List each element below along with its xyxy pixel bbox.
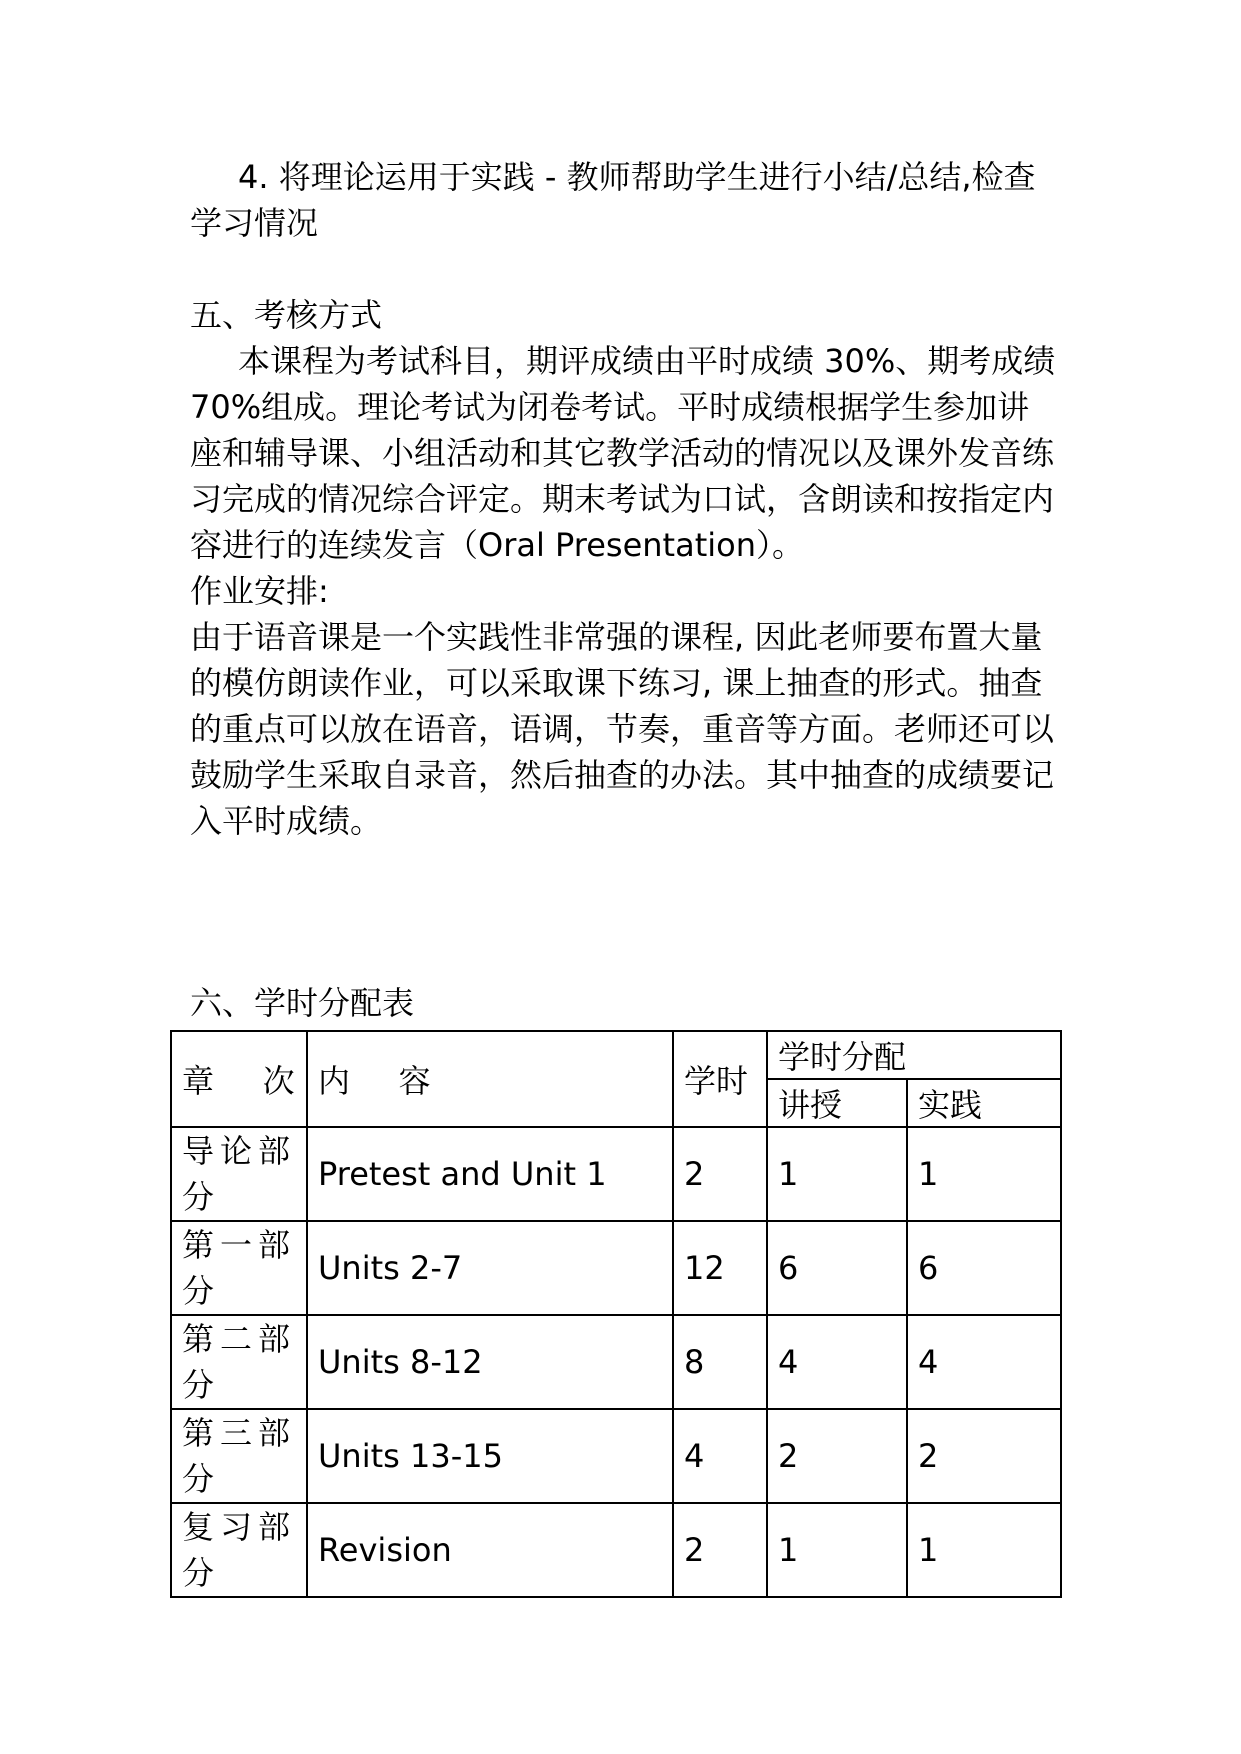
lecture-cell: 6: [767, 1221, 907, 1315]
header-chapter: 章 次: [171, 1031, 307, 1127]
lecture-cell: 1: [767, 1503, 907, 1597]
homework-heading: 作业安排:: [190, 572, 329, 610]
table-row: [171, 1503, 1061, 1597]
homework-paragraph: 由于语音课是一个实践性非常强的课程, 因此老师要布置大量的模仿朗读作业，可以采取课下练习, 课上抽查的形式。抽查的重点可以放在语音，语调，节奏，重音等方面。老师还可以鼓励学生采取自录音，然后抽查的办法。其中抽查的成绩要记入平时成绩。: [190, 618, 1055, 840]
hours-cell: 4: [673, 1409, 767, 1503]
header-content: 内 容: [307, 1031, 673, 1127]
practice-cell: 2: [907, 1409, 1061, 1503]
table-row: [171, 1315, 1061, 1409]
lecture-cell: 2: [767, 1409, 907, 1503]
content-cell: Units 13-15: [307, 1409, 673, 1503]
chapter-cell: 第三部分: [171, 1409, 307, 1503]
teaching-step-4-paragraph: 4. 将理论运用于实践 - 教师帮助学生进行小结/总结,检查学习情况: [190, 158, 1036, 242]
header-allocation: 学时分配: [767, 1031, 1061, 1079]
assessment-paragraph: 本课程为考试科目，期评成绩由平时成绩 30%、期考成绩 70%组成。理论考试为闭卷考试。平时成绩根据学生参加讲座和辅导课、小组活动和其它教学活动的情况以及课外发音练习完成的情况综合评定。期末考试为口试，含朗读和按指定内容进行的连续发言（Oral Presentation）。: [190, 342, 1056, 564]
practice-cell: 1: [907, 1127, 1061, 1221]
header-hours: 学时: [673, 1031, 767, 1127]
practice-cell: 6: [907, 1221, 1061, 1315]
hours-cell: 8: [673, 1315, 767, 1409]
chapter-cell: 复习部分: [171, 1503, 307, 1597]
table-row: [171, 1127, 1061, 1221]
content-cell: Units 2-7: [307, 1221, 673, 1315]
header-practice: 实践: [907, 1079, 1061, 1127]
table-row: [171, 1221, 1061, 1315]
practice-cell: 4: [907, 1315, 1061, 1409]
practice-cell: 1: [907, 1503, 1061, 1597]
hours-cell: 2: [673, 1127, 767, 1221]
content-cell: Revision: [307, 1503, 673, 1597]
lecture-cell: 4: [767, 1315, 907, 1409]
content-cell: Units 8-12: [307, 1315, 673, 1409]
content-cell: Pretest and Unit 1: [307, 1127, 673, 1221]
chapter-cell: 第一部分: [171, 1221, 307, 1315]
chapter-cell: 导论部分: [171, 1127, 307, 1221]
section-5-heading: 五、考核方式: [190, 296, 383, 334]
header-lecture: 讲授: [767, 1079, 907, 1127]
section-6-heading: 六、学时分配表: [190, 984, 415, 1022]
table-header-row: [171, 1031, 1061, 1079]
table-row: [171, 1409, 1061, 1503]
hours-cell: 12: [673, 1221, 767, 1315]
lecture-cell: 1: [767, 1127, 907, 1221]
hours-cell: 2: [673, 1503, 767, 1597]
chapter-cell: 第二部分: [171, 1315, 307, 1409]
hours-allocation-table: [170, 1030, 1062, 1598]
